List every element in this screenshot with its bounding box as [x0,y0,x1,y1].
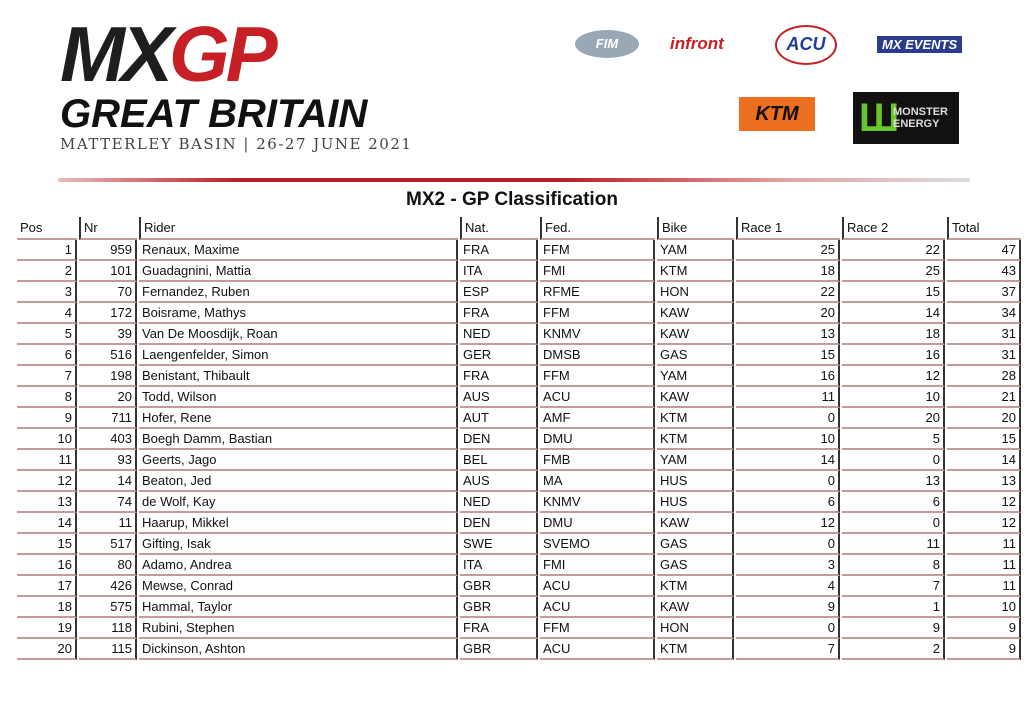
table-cell: KTM [657,261,734,282]
logo-gp-text: GP [169,10,274,98]
divider-stripe [58,178,970,182]
table-cell: FRA [460,240,538,261]
table-cell: 12 [17,471,77,492]
table-cell: 22 [736,282,840,303]
table-cell: DMU [540,513,655,534]
table-cell: KTM [657,429,734,450]
table-cell: 101 [79,261,137,282]
table-cell: 13 [842,471,945,492]
table-cell: 37 [947,282,1021,303]
table-cell: 2 [842,639,945,660]
table-cell: 14 [842,303,945,324]
table-cell: 516 [79,345,137,366]
table-cell: 9 [17,408,77,429]
table-cell: 10 [842,387,945,408]
table-cell: 11 [947,576,1021,597]
table-cell: 93 [79,450,137,471]
table-cell: Boegh Damm, Bastian [139,429,458,450]
table-cell: 7 [842,576,945,597]
table-cell: DMSB [540,345,655,366]
table-cell: 14 [79,471,137,492]
table-row [17,429,1021,450]
table-cell: Hofer, Rene [139,408,458,429]
table-header-row [17,217,1021,240]
table-row [17,513,1021,534]
table-cell: 15 [17,534,77,555]
table-cell: 5 [842,429,945,450]
table-cell: 0 [736,534,840,555]
table-cell: Geerts, Jago [139,450,458,471]
table-cell: 20 [79,387,137,408]
table-cell: HUS [657,471,734,492]
column-header: Pos [17,217,77,240]
table-cell: 31 [947,345,1021,366]
table-row [17,534,1021,555]
table-cell: 31 [947,324,1021,345]
table-row [17,345,1021,366]
table-cell: Guadagnini, Mattia [139,261,458,282]
table-cell: Gifting, Isak [139,534,458,555]
table-cell: FMI [540,555,655,576]
mxgp-logo [60,10,274,98]
table-row [17,240,1021,261]
table-cell: GBR [460,597,538,618]
table-cell: GER [460,345,538,366]
table-cell: 19 [17,618,77,639]
table-cell: FFM [540,366,655,387]
table-cell: 711 [79,408,137,429]
table-cell: ITA [460,261,538,282]
table-row [17,387,1021,408]
table-cell: BEL [460,450,538,471]
table-cell: Van De Moosdijk, Roan [139,324,458,345]
column-header: Nr [79,217,137,240]
column-header: Nat. [460,217,538,240]
table-cell: 7 [736,639,840,660]
table-cell: HON [657,618,734,639]
table-cell: 4 [17,303,77,324]
table-cell: Todd, Wilson [139,387,458,408]
table-cell: 4 [736,576,840,597]
table-cell: 2 [17,261,77,282]
table-cell: 198 [79,366,137,387]
table-cell: KAW [657,513,734,534]
table-cell: 959 [79,240,137,261]
table-cell: 74 [79,492,137,513]
table-cell: Haarup, Mikkel [139,513,458,534]
table-cell: RFME [540,282,655,303]
table-cell: 80 [79,555,137,576]
table-cell: Boisrame, Mathys [139,303,458,324]
table-cell: SVEMO [540,534,655,555]
table-cell: GBR [460,639,538,660]
table-row [17,576,1021,597]
table-row [17,639,1021,660]
table-cell: 20 [842,408,945,429]
table-cell: 15 [842,282,945,303]
table-cell: 9 [736,597,840,618]
table-cell: 47 [947,240,1021,261]
mx-events-logo: MX EVENTS [877,36,962,53]
table-cell: KTM [657,639,734,660]
fim-logo: FIM [575,30,639,58]
table-cell: 10 [17,429,77,450]
table-cell: 12 [736,513,840,534]
table-row [17,303,1021,324]
table-row [17,597,1021,618]
column-header: Rider [139,217,458,240]
table-cell: 575 [79,597,137,618]
table-cell: KNMV [540,492,655,513]
table-cell: 426 [79,576,137,597]
column-header: Race 2 [842,217,945,240]
table-cell: FFM [540,240,655,261]
table-cell: ACU [540,576,655,597]
table-cell: 0 [736,408,840,429]
table-row [17,282,1021,303]
monster-text: MONSTER ENERGY [893,106,948,130]
table-row [17,471,1021,492]
table-cell: AMF [540,408,655,429]
column-header: Bike [657,217,734,240]
logo-mx-text: MX [60,10,169,98]
table-cell: 517 [79,534,137,555]
table-cell: 0 [736,471,840,492]
table-cell: 34 [947,303,1021,324]
table-cell: 6 [17,345,77,366]
monster-claw-icon: Ш [859,96,900,140]
table-cell: 6 [736,492,840,513]
table-cell: 9 [947,639,1021,660]
table-cell: 25 [736,240,840,261]
table-cell: 8 [842,555,945,576]
table-row [17,366,1021,387]
table-cell: FRA [460,303,538,324]
table-cell: de Wolf, Kay [139,492,458,513]
table-cell: 118 [79,618,137,639]
table-row [17,408,1021,429]
table-cell: KNMV [540,324,655,345]
table-cell: AUS [460,471,538,492]
table-cell: 0 [736,618,840,639]
table-cell: FFM [540,618,655,639]
table-cell: 12 [947,492,1021,513]
acu-logo: ACU [775,25,837,65]
table-cell: HUS [657,492,734,513]
table-cell: ACU [540,597,655,618]
table-cell: 3 [736,555,840,576]
table-cell: 25 [842,261,945,282]
table-cell: 16 [17,555,77,576]
table-cell: GAS [657,534,734,555]
table-cell: Dickinson, Ashton [139,639,458,660]
table-cell: KTM [657,576,734,597]
table-cell: 20 [736,303,840,324]
table-cell: 16 [736,366,840,387]
table-cell: HON [657,282,734,303]
table-row [17,450,1021,471]
table-cell: GAS [657,555,734,576]
table-cell: Benistant, Thibault [139,366,458,387]
event-venue-date: MATTERLEY BASIN | 26-27 JUNE 2021 [60,135,413,153]
table-cell: 20 [17,639,77,660]
table-cell: 14 [17,513,77,534]
table-cell: 5 [17,324,77,345]
table-cell: 20 [947,408,1021,429]
table-cell: 16 [842,345,945,366]
table-cell: KAW [657,303,734,324]
table-cell: SWE [460,534,538,555]
table-row [17,618,1021,639]
table-cell: 11 [79,513,137,534]
table-cell: FRA [460,366,538,387]
table-cell: 11 [736,387,840,408]
table-cell: 21 [947,387,1021,408]
ktm-logo: KTM [739,97,815,131]
table-cell: 14 [947,450,1021,471]
table-cell: 1 [17,240,77,261]
table-cell: 0 [842,513,945,534]
table-cell: 6 [842,492,945,513]
table-cell: 9 [947,618,1021,639]
table-cell: DEN [460,429,538,450]
table-cell: MA [540,471,655,492]
table-cell: 13 [736,324,840,345]
table-cell: 7 [17,366,77,387]
table-cell: KTM [657,408,734,429]
table-cell: YAM [657,366,734,387]
table-cell: 39 [79,324,137,345]
table-cell: 18 [842,324,945,345]
table-cell: 10 [736,429,840,450]
table-cell: 13 [17,492,77,513]
table-cell: FRA [460,618,538,639]
monster-energy-logo [853,92,959,144]
table-cell: NED [460,492,538,513]
table-cell: 17 [17,576,77,597]
table-cell: 0 [842,450,945,471]
table-cell: 15 [947,429,1021,450]
table-cell: 15 [736,345,840,366]
table-cell: ITA [460,555,538,576]
table-cell: FFM [540,303,655,324]
classification-table [15,217,1023,660]
table-cell: FMI [540,261,655,282]
table-cell: Renaux, Maxime [139,240,458,261]
infront-logo: infront [670,34,724,53]
table-cell: GAS [657,345,734,366]
table-cell: ACU [540,639,655,660]
table-cell: DMU [540,429,655,450]
table-cell: FMB [540,450,655,471]
table-cell: KAW [657,597,734,618]
table-cell: GBR [460,576,538,597]
table-cell: Rubini, Stephen [139,618,458,639]
table-cell: 18 [17,597,77,618]
table-cell: 11 [17,450,77,471]
table-cell: YAM [657,240,734,261]
page-title: MX2 - GP Classification [406,189,618,210]
table-cell: 11 [947,534,1021,555]
column-header: Fed. [540,217,655,240]
table-cell: 3 [17,282,77,303]
table-row [17,555,1021,576]
table-row [17,324,1021,345]
table-cell: 11 [947,555,1021,576]
table-cell: KAW [657,324,734,345]
table-cell: KAW [657,387,734,408]
table-cell: 14 [736,450,840,471]
table-cell: ACU [540,387,655,408]
table-cell: 12 [947,513,1021,534]
table-cell: NED [460,324,538,345]
table-cell: Beaton, Jed [139,471,458,492]
event-name: GREAT BRITAIN [60,92,368,136]
table-row [17,492,1021,513]
table-cell: DEN [460,513,538,534]
table-cell: 10 [947,597,1021,618]
table-cell: 43 [947,261,1021,282]
table-cell: 18 [736,261,840,282]
table-cell: 172 [79,303,137,324]
table-cell: 12 [842,366,945,387]
table-cell: 22 [842,240,945,261]
table-cell: AUT [460,408,538,429]
table-cell: 1 [842,597,945,618]
table-cell: 9 [842,618,945,639]
table-cell: 11 [842,534,945,555]
table-cell: Adamo, Andrea [139,555,458,576]
table-cell: 115 [79,639,137,660]
table-cell: 28 [947,366,1021,387]
table-cell: YAM [657,450,734,471]
table-cell: 403 [79,429,137,450]
table-row [17,261,1021,282]
table-cell: 70 [79,282,137,303]
table-cell: Hammal, Taylor [139,597,458,618]
table-cell: ESP [460,282,538,303]
table-cell: 8 [17,387,77,408]
table-cell: AUS [460,387,538,408]
table-cell: 13 [947,471,1021,492]
table-cell: Fernandez, Ruben [139,282,458,303]
table-cell: Laengenfelder, Simon [139,345,458,366]
column-header: Total [947,217,1021,240]
column-header: Race 1 [736,217,840,240]
table-cell: Mewse, Conrad [139,576,458,597]
